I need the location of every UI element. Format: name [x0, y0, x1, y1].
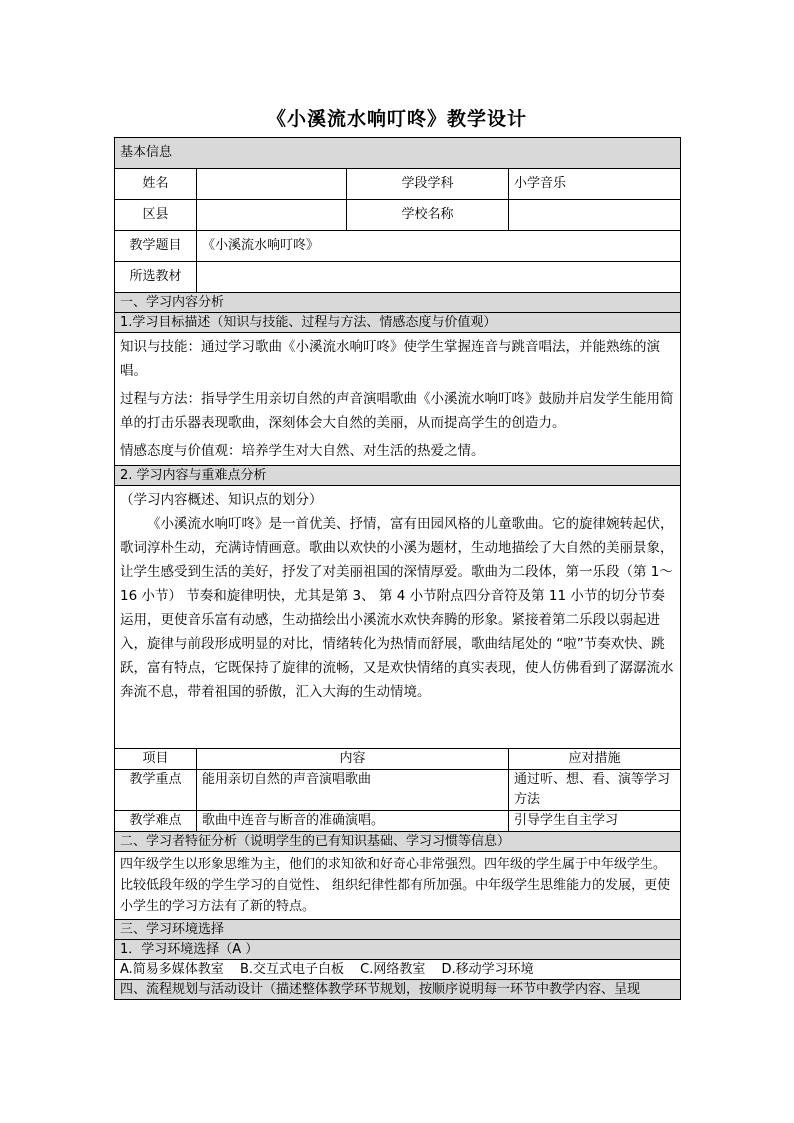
- school-label: 学校名称: [347, 200, 509, 231]
- option-a: A.简易多媒体教室: [120, 961, 224, 977]
- content-header: 2. 学习内容与重难点分析: [115, 466, 681, 486]
- name-value: [197, 169, 347, 200]
- content-sub: （学习内容概述、知识点的划分）: [120, 492, 323, 508]
- district-value: [197, 200, 347, 231]
- option-d: D.移动学习环境: [441, 961, 534, 977]
- stage-value: 小学音乐: [509, 169, 681, 200]
- lesson-plan-table: [114, 137, 680, 1000]
- section3-header: 三、学习环境选择: [115, 920, 681, 940]
- section3-sub: 1．学习环境选择（A ）: [115, 940, 681, 960]
- topic-label: 教学题目: [115, 231, 197, 262]
- row-measure: 引导学生自主学习: [509, 811, 681, 832]
- option-c: C.网络教室: [360, 961, 426, 977]
- school-value: [509, 200, 681, 231]
- goal-attitude: 情感态度与价值观：培养学生对大自然、对生活的热爱之情。: [120, 443, 485, 459]
- row-item: 教学难点: [115, 811, 197, 832]
- district-label: 区县: [115, 200, 197, 231]
- environment-options: [115, 960, 681, 980]
- option-b: B.交互式电子白板: [239, 961, 345, 977]
- goal-knowledge: 知识与技能：通过学习歌曲《小溪流水响叮咚》使学生掌握连音与跳音唱法，并能熟练的演唱。: [120, 339, 660, 379]
- name-label: 姓名: [115, 169, 197, 200]
- content-text: 《小溪流水响叮咚》是一首优美、抒情，富有田园风格的儿童歌曲。它的旋律婉转起伏，歌词淳朴生动，充满诗情画意。歌曲以欢快的小溪为题材，生动地描绘了大自然的美丽景象，让学生感受到生活的美好，抒发了对美丽祖国的深情厚爱。歌曲为二段体，第一乐段（第 1～16 小节） 节奏和旋律明快，尤其是第 3、 第 4 小节附点四分音符及第 11 小节的切分节奏运用，更使音乐富有动感，生动描绘出小溪流水欢快奔腾的形象。紧接着第二乐段以弱起进入，旋律与前段形成明显的对比，情绪转化为热情而舒展，歌曲结尾处的 “啦”节奏欢快、跳跃，富有特点，它既保持了旋律的流畅，又是欢快情绪的真实表现，使人仿佛看到了潺潺流水奔流不息，带着祖国的骄傲，汇入大海的生动情境。: [120, 516, 674, 700]
- col-header-content: 内容: [197, 749, 509, 770]
- row-content: 能用亲切自然的声音演唱歌曲: [197, 770, 509, 811]
- table-row: [115, 811, 681, 832]
- row-content: 歌曲中连音与断音的准确演唱。: [197, 811, 509, 832]
- textbook-value: [197, 262, 681, 293]
- col-header-item: 项目: [115, 749, 197, 770]
- table-row: [115, 770, 681, 811]
- topic-value: 《小溪流水响叮咚》: [197, 231, 681, 262]
- row-item: 教学重点: [115, 770, 197, 811]
- section4-header: 四、流程规划与活动设计（描述整体教学环节规划，按顺序说明每一环节中教学内容、呈现: [115, 980, 681, 1000]
- section1-header: 一、学习内容分析: [115, 293, 681, 313]
- basic-info-header: 基本信息: [115, 138, 681, 169]
- textbook-label: 所选教材: [115, 262, 197, 293]
- content-cell: [115, 486, 681, 749]
- goal-process: 过程与方法：指导学生用亲切自然的声音演唱歌曲《小溪流水响叮咚》鼓励并启发学生能用简单的打击乐器表现歌曲，深刻体会大自然的美丽，从而提高学生的创造力。: [120, 391, 674, 431]
- goals-cell: [115, 333, 681, 466]
- col-header-measure: 应对措施: [509, 749, 681, 770]
- stage-label: 学段学科: [347, 169, 509, 200]
- row-measure: 通过听、想、看、演等学习方法: [509, 770, 681, 811]
- page-title: 《小溪流水响叮咚》教学设计: [266, 108, 527, 130]
- section2-header: 二、学习者特征分析（说明学生的已有知识基础、学习习惯等信息）: [115, 832, 681, 852]
- section2-text: 四年级学生以形象思维为主，他们的求知欲和好奇心非常强烈。四年级的学生属于中年级学生。比较低段年级的学生学习的自觉性、 组织纪律性都有所加强。中年级学生思维能力的发展，更使小学生的学习方法有了新的特点。: [115, 852, 681, 920]
- goal-header: 1.学习目标描述（知识与技能、过程与方法、情感态度与价值观）: [115, 313, 681, 333]
